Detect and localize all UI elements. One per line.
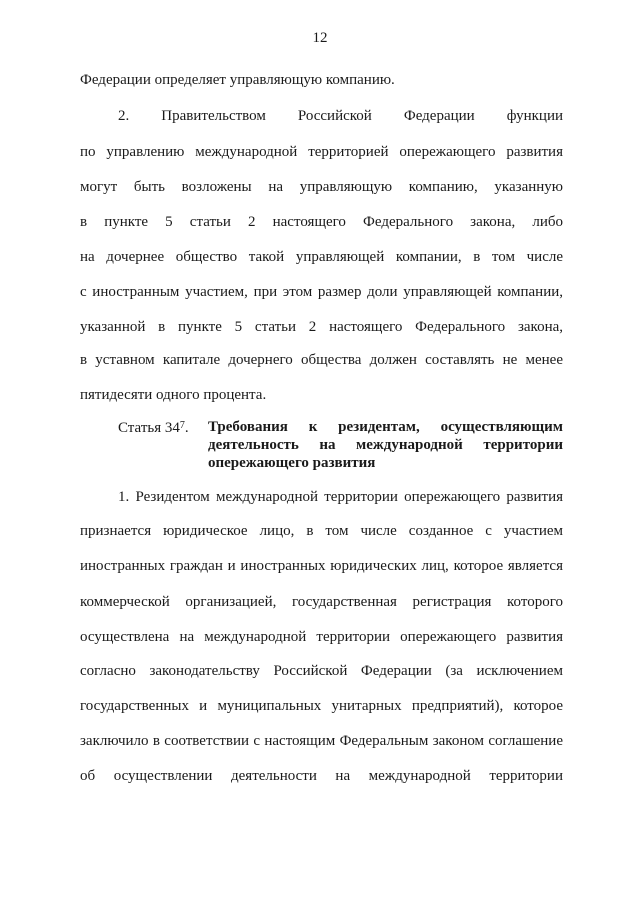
text-line: об осуществлении деятельности на международной территории [80,768,563,784]
text-line: 2. Правительством Российской Федерации функции [118,108,563,124]
text-line: 1. Резидентом международной территории опережающего развития [118,489,563,505]
text-line: с иностранным участием, при этом размер доли управляющей компании, [80,284,563,300]
text-line: в пункте 5 статьи 2 настоящего Федерального закона, либо [80,214,563,230]
text-line: коммерческой организацией, государственная регистрация которого [80,594,563,610]
article-label-sup: 7 [179,420,185,431]
text-line: указанной в пункте 5 статьи 2 настоящего Федерального закона, [80,319,563,335]
text-line: Федерации определяет управляющую компанию. [80,72,395,88]
text-line: по управлению международной территорией опережающего развития [80,144,563,160]
text-line: государственных и муниципальных унитарных предприятий), которое [80,698,563,714]
text-line: иностранных граждан и иностранных юридических лиц, которое является [80,558,563,574]
page-number: 12 [312,30,328,46]
article-label [118,418,189,438]
text-line: могут быть возложены на управляющую компанию, указанную [80,179,563,195]
article-title-line: Требования к резидентам, осуществляющим [208,419,563,435]
article-label-text: Статья 34 [118,420,180,436]
article-title-line: опережающего развития [208,455,376,471]
text-line: пятидесяти одного процента. [80,387,267,403]
text-line: осуществлена на международной территории опережающего развития [80,629,563,645]
text-line: на дочернее общество такой управляющей компании, в том числе [80,249,563,265]
article-label-suffix: . [184,420,189,436]
text-line: заключило в соответствии с настоящим Федеральным законом соглашение [80,733,563,749]
article-title-line: деятельность на международной территории [208,437,563,453]
text-line: в уставном капитале дочернего общества должен составлять не менее [80,352,563,368]
text-line: согласно законодательству Российской Федерации (за исключением [80,663,563,679]
text-line: признается юридическое лицо, в том числе созданное с участием [80,523,563,539]
